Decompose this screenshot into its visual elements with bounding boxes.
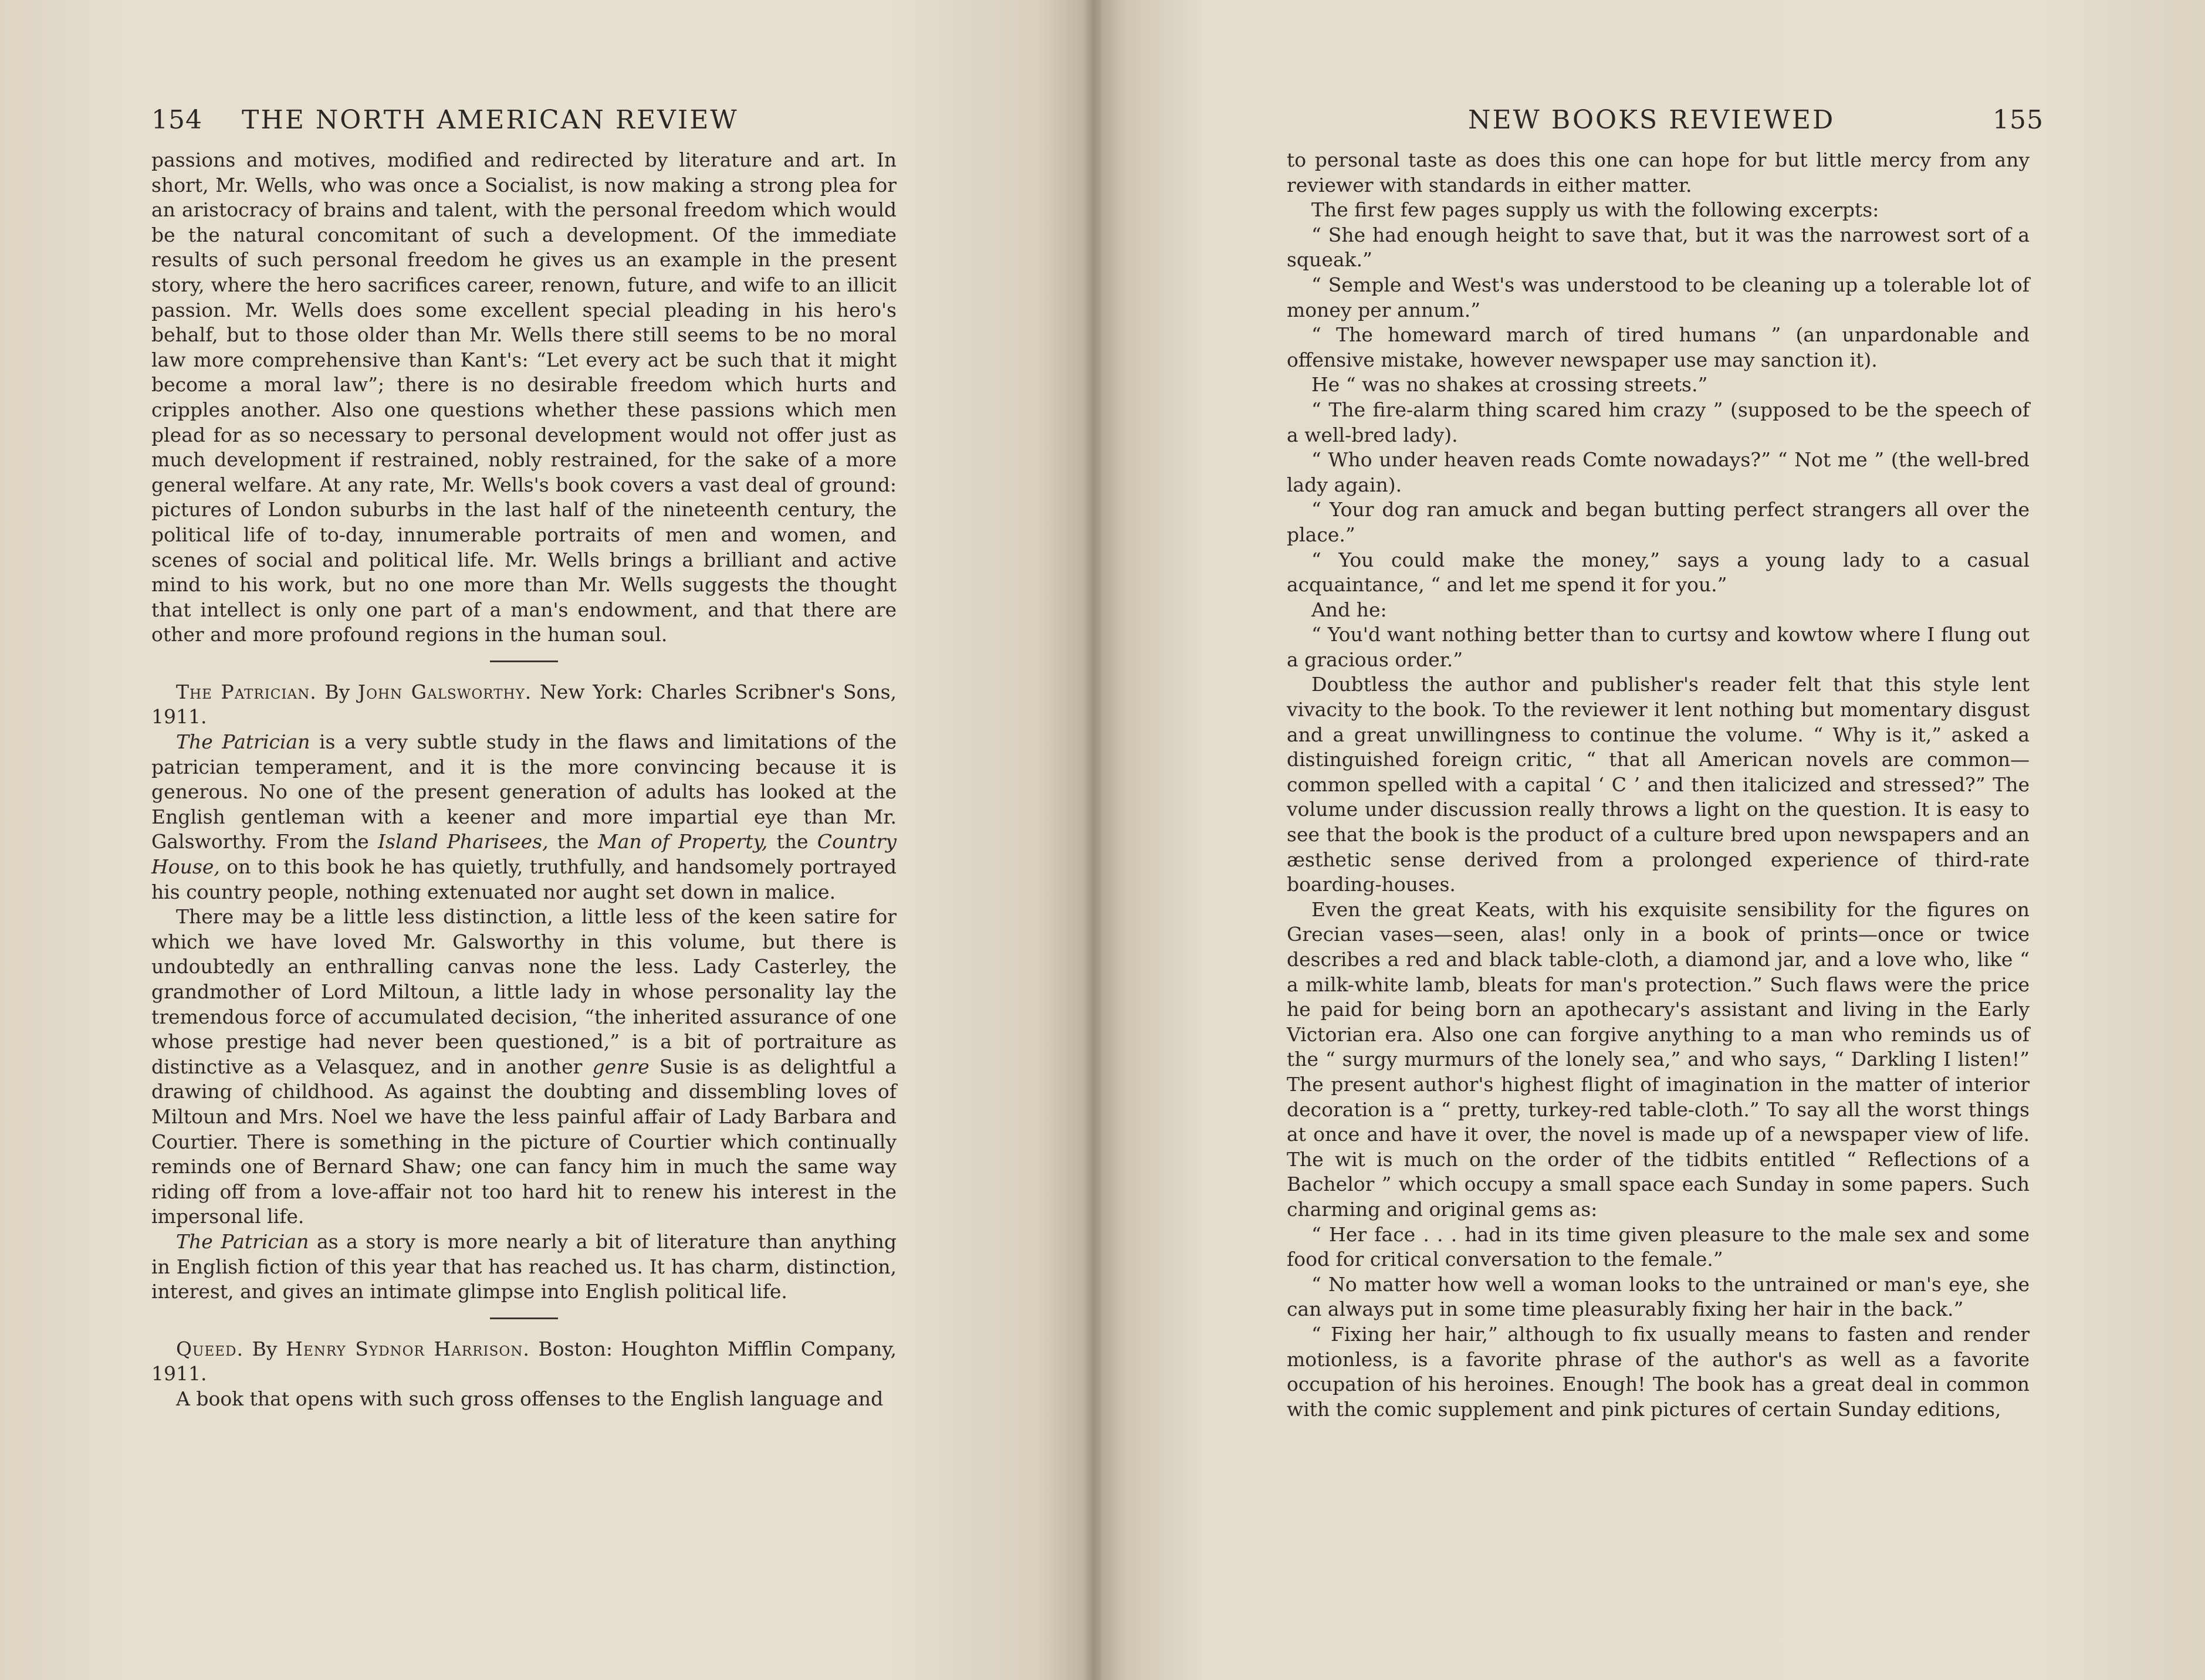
review-paragraph: The Patrician is a very subtle study in the flaws and limitations of the patrician temperament, and it is the more convincing because it is generous. No one of the present generation of adults has looked at the English gentleman with a keener and more impartial eye than Mr. Galsworthy. From the Island Pharisees, the Man of Property, the Country House, on to this book he has quietly, truthfully, and handsomely portrayed his country people, nothing extenuated nor aught set down in malice. — [151, 730, 897, 903]
book-publisher: New York: Charles Scribner's Sons, 1911. — [151, 680, 897, 729]
page-number: 154 — [151, 105, 202, 135]
quote-paragraph: “ Your dog ran amuck and began butting perfect strangers all over the place.” — [1287, 498, 2030, 546]
left-page — [0, 0, 1093, 1680]
quote-paragraph: “ Semple and West's was understood to be cleaning up a tolerable lot of money per annum.” — [1287, 273, 2030, 321]
review-paragraph: The Patrician as a story is more nearly a bit of literature than anything in English fiction of this year that has reached us. It has charm, distinction, interest, and gives an intimate glimpse into English political life. — [151, 1229, 897, 1303]
quote-paragraph: He “ was no shakes at crossing streets.” — [1311, 373, 1708, 397]
quote-paragraph: “ You could make the money,” says a young lady to a casual acquaintance, “ and let me spend it for you.” — [1287, 548, 2030, 597]
review-heading-patrician: The Patrician. By John Galsworthy. New York: Charles Scribner's Sons, 1911. — [151, 680, 897, 729]
book-title: The Patrician. — [176, 680, 317, 703]
quote-paragraph: “ You'd want nothing better than to curtsy and kowtow where I flung out a gracious order.” — [1287, 623, 2030, 671]
quote-paragraph: “ The homeward march of tired humans ” (an unpardonable and offensive mistake, however newspaper use may sanction it). — [1287, 323, 2030, 371]
right-running-head — [1468, 103, 1835, 138]
book-author: John Galsworthy. — [357, 680, 532, 703]
right-text-block — [1287, 148, 2030, 1422]
paragraph: to personal taste as does this one can hope for but little mercy from any reviewer with standards in either matter. — [1287, 148, 2030, 197]
review-paragraph: A book that opens with such gross offenses to the English language and — [176, 1387, 884, 1410]
paragraph: The first few pages supply us with the following excerpts: — [1311, 198, 1879, 222]
paragraph: Even the great Keats, with his exquisite sensibility for the figures on Grecian vases—seen, alas! only in a book of prints—once or twice describes a red and black table-cloth, a diamond jar, and a love who, like “ a milk-white lamb, bleats for man's protection.” Such flaws were the price he paid for being born an apothecary's assistant and living in the Early Victorian era. Also one can forgive anything to a man who reminds us of the “ surgy murmurs of the lonely sea,” and who says, “ Darkling I listen!” The present author's highest flight of imagination in the matter of interior decoration is a “ pretty, turkey-red table-cloth.” To say all the worst things at once and have it over, the novel is made up of a newspaper view of life. The wit is much on the order of the tidbits entitled “ Reflections of a Bachelor ” which occupy a small space each Sunday in some papers. Such charming and original gems as: — [1287, 897, 2030, 1221]
review-heading-queed: Queed. By Henry Sydnor Harrison. Boston: Houghton Mifflin Company, 1911. — [151, 1337, 897, 1386]
book-gutter — [1084, 0, 1101, 1680]
left-text-block — [151, 148, 897, 1412]
quote-paragraph: “ Who under heaven reads Comte nowadays?” “ Not me ” (the well-bred lady again). — [1287, 448, 2030, 496]
review-paragraph: There may be a little less distinction, a little less of the keen satire for which we have loved Mr. Galsworthy in this volume, but there is undoubtedly an enthralling canvas none the less. Lady Casterley, the grandmother of Lord Miltoun, a little lady in whose personality lay the tremendous force of accumulated decision, “the inherited assurance of one whose prestige had never been questioned,” is a bit of portraiture as distinctive as a Velasquez, and in another genre Susie is as delightful a drawing of childhood. As against the doubting and dissembling loves of Miltoun and Mrs. Noel we have the less painful affair of Lady Barbara and Courtier. There is something in the picture of Courtier which continually reminds one of Bernard Shaw; one can fancy him in much the same way riding off from a love-affair not too hard hit to renew his interest in the impersonal life. — [151, 905, 897, 1228]
running-title: THE NORTH AMERICAN REVIEW — [241, 105, 739, 135]
continued-paragraph: passions and motives, modified and redirected by literature and art. In short, Mr. Wells, who was once a Socialist, is now making a strong plea for an aristocracy of brains and talent, with the personal freedom which would be the natural concomitant of such a development. Of the immediate results of such personal freedom he gives us an example in the present story, where the hero sacrifices career, renown, future, and wife to an illicit passion. Mr. Wells does some excellent special pleading in his hero's behalf, but to those older than Mr. Wells there still seems to be no moral law more comprehensive than Kant's: “Let every act be such that it might become a moral law”; there is no desirable freedom which hurts and cripples another. Also one questions whether these passions which men plead for as so necessary to personal development would not offer just as much development if restrained, nobly restrained, for the sake of a more general welfare. At any rate, Mr. Wells's book covers a vast deal of ground: pictures of London suburbs in the last half of the nineteenth century, the political life of to-day, innumerable portraits of men and women, and scenes of social and political life. Mr. Wells brings a brilliant and active mind to his work, but no one more than Mr. Wells suggests the thought that intellect is only one part of a man's endowment, and that there are other and more profound regions in the human soul. — [151, 148, 897, 646]
quote-paragraph: “ No matter how well a woman looks to the untrained or man's eye, she can always put in some time pleasurably fixing her hair in the back.” — [1287, 1272, 2030, 1321]
right-page-number-wrap — [1993, 103, 2044, 138]
quote-paragraph: “ She had enough height to save that, but it was the narrowest sort of a squeak.” — [1287, 223, 2030, 272]
section-divider — [490, 661, 558, 662]
book-title: Queed. — [176, 1337, 244, 1360]
paragraph: Doubtless the author and publisher's reader felt that this style lent vivacity to the book. To the reviewer it lent nothing but momentary disgust and a great unwillingness to continue the volume. “ Why is it,” asked a distinguished foreign critic, “ that all American novels are common—common spelled with a capital ‘ C ’ and then italicized and stressed?” The volume under discussion really throws a light on the question. It is easy to see that the book is the product of a culture bred upon newspapers and an æsthetic sense derived from a prolonged experience of third-rate boarding-houses. — [1287, 673, 2030, 896]
book-author: Henry Sydnor Harrison. — [286, 1337, 530, 1360]
book-publisher: Boston: Houghton Mifflin Company, 1911. — [151, 1337, 897, 1386]
running-title: NEW BOOKS REVIEWED — [1468, 105, 1835, 135]
right-page — [1093, 0, 2205, 1680]
section-divider — [490, 1317, 558, 1319]
left-running-head — [151, 103, 739, 138]
paragraph: “ Fixing her hair,” although to fix usually means to fasten and render motionless, is a favorite phrase of the author's as well as a favorite occupation of his heroines. Enough! The book has a great deal in common with the comic supplement and pink pictures of certain Sunday editions, — [1287, 1322, 2030, 1421]
paragraph: And he: — [1311, 598, 1387, 621]
quote-paragraph: “ The fire-alarm thing scared him crazy ” (supposed to be the speech of a well-bred lady). — [1287, 398, 2030, 446]
page-number: 155 — [1993, 105, 2044, 135]
quote-paragraph: “ Her face . . . had in its time given pleasure to the male sex and some food for critical conversation to the female.” — [1287, 1222, 2030, 1271]
